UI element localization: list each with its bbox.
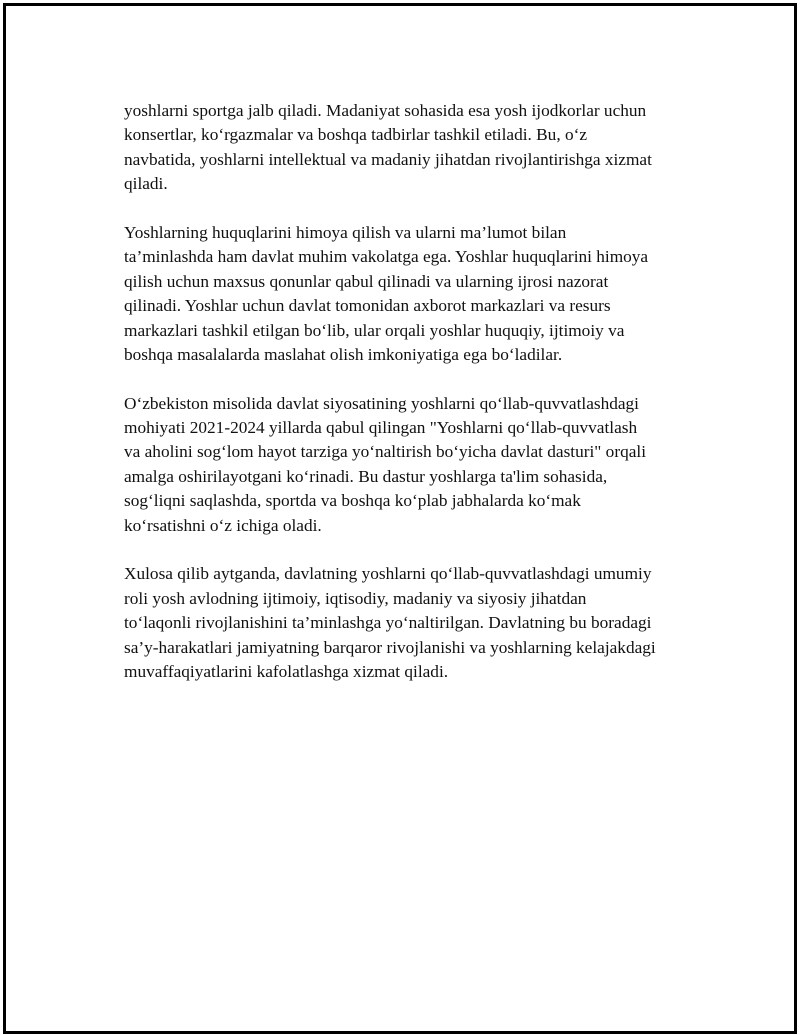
text-line: qilish uchun maxsus qonunlar qabul qilinadi va ularning ijrosi nazorat	[124, 271, 609, 291]
paragraph-2	[124, 221, 694, 367]
text-line: roli yosh avlodning ijtimoiy, iqtisodiy, madaniy va siyosiy jihatdan	[124, 588, 587, 608]
paragraph-3	[124, 392, 694, 538]
text-line: boshqa masalalarda maslahat olish imkoniyatiga ega bo‘ladilar.	[124, 344, 563, 364]
text-line: qilinadi. Yoshlar uchun davlat tomonidan axborot markazlari va resurs	[124, 296, 611, 316]
text-line: va aholini sog‘lom hayot tarziga yo‘naltirish bo‘yicha davlat dasturi" orqali	[124, 442, 646, 462]
text-line: konsertlar, ko‘rgazmalar va boshqa tadbirlar tashkil etiladi. Bu, o‘z	[124, 125, 588, 145]
text-line: navbatida, yoshlarni intellektual va madaniy jihatdan rivojlantirishga xizmat	[124, 149, 652, 169]
text-line: O‘zbekiston misolida davlat siyosatining yoshlarni qo‘llab-quvvatlashdagi	[124, 393, 639, 413]
text-line: to‘laqonli rivojlanishini ta’minlashga yo‘naltirilgan. Davlatning bu boradagi	[124, 613, 652, 633]
text-line: amalga oshirilayotgani ko‘rinadi. Bu dastur yoshlarga ta'lim sohasida,	[124, 466, 608, 486]
page-frame	[3, 3, 797, 1034]
text-line: ko‘rsatishni o‘z ichiga oladi.	[124, 515, 322, 535]
text-line: qiladi.	[124, 174, 168, 194]
text-line: yoshlarni sportga jalb qiladi. Madaniyat sohasida esa yosh ijodkorlar uchun	[124, 101, 647, 120]
text-line: muvaffaqiyatlarini kafolatlashga xizmat qiladi.	[124, 661, 449, 681]
text-line: ta’minlashda ham davlat muhim vakolatga ega. Yoshlar huquqlarini himoya	[124, 247, 649, 267]
text-line: Yoshlarning huquqlarini himoya qilish va ularni ma’lumot bilan	[124, 222, 567, 242]
paragraph-4	[124, 562, 694, 684]
paragraph-1	[124, 99, 694, 197]
text-line: mohiyati 2021-2024 yillarda qabul qilingan "Yoshlarni qo‘llab-quvvatlash	[124, 418, 638, 438]
text-line: sog‘liqni saqlashda, sportda va boshqa ko‘plab jabhalarda ko‘mak	[124, 491, 581, 511]
text-line: sa’y-harakatlari jamiyatning barqaror rivojlanishi va yoshlarning kelajakdagi	[124, 637, 656, 657]
text-line: markazlari tashkil etilgan bo‘lib, ular orqali yoshlar huquqiy, ijtimoiy va	[124, 320, 625, 340]
document-body	[124, 99, 694, 709]
text-line: Xulosa qilib aytganda, davlatning yoshlarni qo‘llab-quvvatlashdagi umumiy	[124, 564, 652, 584]
